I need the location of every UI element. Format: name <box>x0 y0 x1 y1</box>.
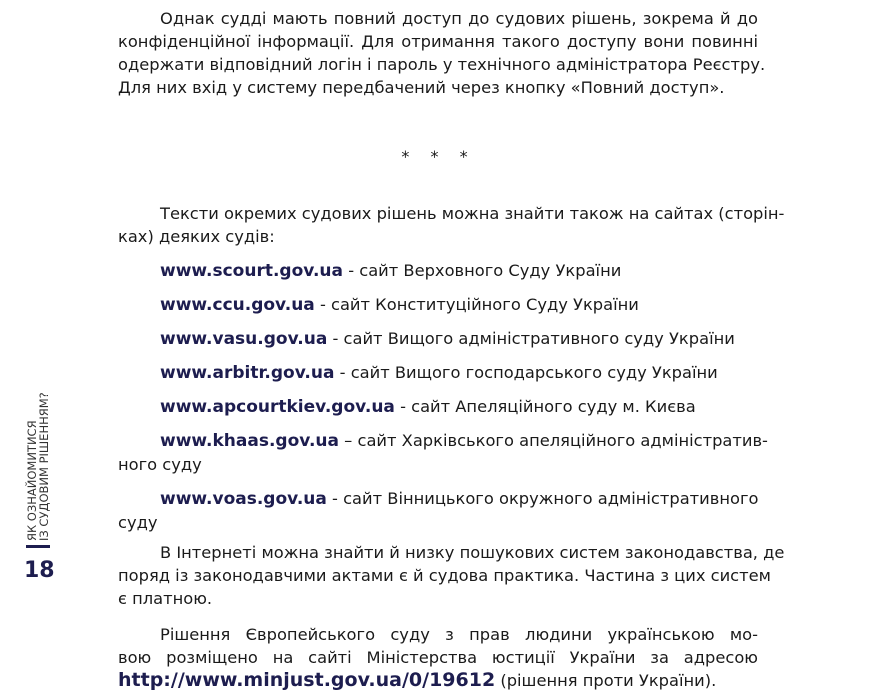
link-desc: - сайт Вищого адміністративного суду України <box>327 329 735 348</box>
text-line: одержати відповідний логін і пароль у технічного адміністратора Реєстру. <box>118 55 766 74</box>
link-item <box>118 429 768 476</box>
link-desc: - сайт Апеляційного суду м. Києва <box>394 397 696 416</box>
running-header-line: ЯК ОЗНАЙОМИТИСЯ <box>25 420 39 541</box>
text-line: вою розміщено на сайті Міністерства юстиції України за адресою <box>118 648 758 667</box>
link-khaas[interactable]: www.khaas.gov.ua <box>160 431 339 451</box>
text-line: конфіденційної інформації. Для отримання такого доступу вони повинні <box>118 32 758 51</box>
link-desc: – сайт Харківського апеляційного адміністратив- <box>339 431 768 450</box>
paragraph-echr <box>118 623 758 692</box>
text-line: поряд із законодавчими актами є й судова практика. Частина з цих систем <box>118 566 771 585</box>
section-separator: * * * <box>401 147 476 166</box>
text-line: Для них вхід у систему передбачений через кнопку «Повний доступ». <box>118 78 725 97</box>
text-line: Тексти окремих судових рішень можна знайти також на сайтах (сторін- <box>160 204 785 223</box>
link-ccu[interactable]: www.ccu.gov.ua <box>160 295 315 315</box>
text-line: є платною. <box>118 589 213 608</box>
paragraph-judges-access <box>118 7 766 99</box>
paragraph-search-systems <box>118 541 785 610</box>
text-line: суду <box>118 513 158 532</box>
link-item <box>118 259 758 283</box>
link-item <box>118 327 758 351</box>
running-header <box>26 392 50 548</box>
page-number: 18 <box>24 558 55 583</box>
text-line: В Інтернеті можна знайти й низку пошукових систем законодавства, де <box>160 543 785 562</box>
link-arbitr[interactable]: www.arbitr.gov.ua <box>160 363 335 383</box>
text-line: ках) деяких судів: <box>118 227 275 246</box>
link-item <box>118 361 758 385</box>
link-item <box>118 487 758 534</box>
link-desc: - сайт Верховного Суду України <box>343 261 622 280</box>
link-scourt[interactable]: www.scourt.gov.ua <box>160 261 344 281</box>
link-apcourtkiev[interactable]: www.apcourtkiev.gov.ua <box>160 397 395 417</box>
link-item <box>118 293 758 317</box>
link-minjust[interactable]: http://www.minjust.gov.ua/0/19612 <box>118 669 496 691</box>
link-desc: - сайт Вінницького окружного адміністративного <box>326 489 759 508</box>
link-vasu[interactable]: www.vasu.gov.ua <box>160 329 328 349</box>
link-voas[interactable]: www.voas.gov.ua <box>160 489 327 509</box>
text-line: Однак судді мають повний доступ до судових рішень, зокрема й до <box>160 9 758 28</box>
text-line: Рішення Європейського суду з прав людини українською мо- <box>160 625 758 644</box>
paragraph-court-sites <box>118 202 785 248</box>
text-tail: (рішення проти України). <box>495 671 717 690</box>
text-line: ного суду <box>118 455 202 474</box>
link-desc: - сайт Конституційного Суду України <box>314 295 639 314</box>
running-header-line: ІЗ СУДОВИМ РІШЕННЯМ? <box>37 392 51 541</box>
link-item <box>118 395 758 419</box>
link-desc: - сайт Вищого господарського суду України <box>334 363 718 382</box>
